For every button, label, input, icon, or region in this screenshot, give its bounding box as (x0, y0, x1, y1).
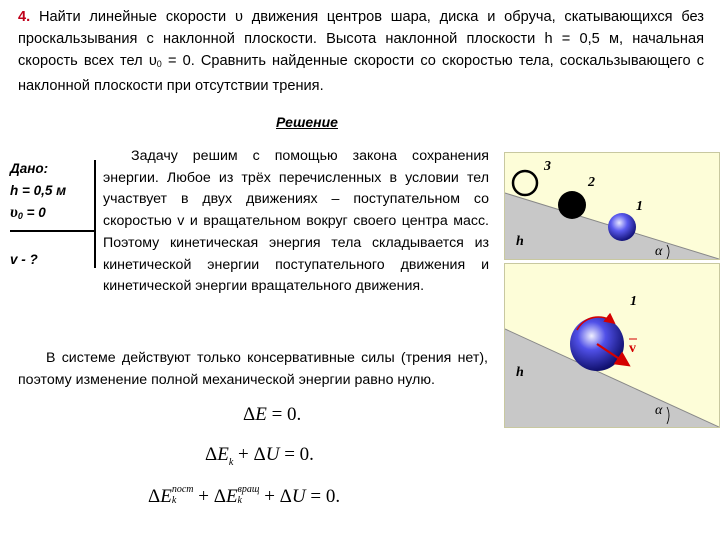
ball-icon (608, 213, 636, 241)
given-block (10, 158, 94, 271)
problem-text-1: Найти линейные скорости (30, 9, 235, 25)
problem-statement (18, 6, 704, 97)
equation-3 (148, 483, 341, 508)
problem-number: 4. (18, 9, 31, 25)
eq3-E2: E (225, 486, 238, 507)
equation-2 (205, 444, 314, 468)
eq3-sub1: k (171, 494, 177, 506)
equation-1 (243, 404, 301, 426)
eq3-E1: E (160, 486, 172, 507)
eq2-sub: k (228, 456, 234, 468)
given-v0-symbol: υ (10, 204, 18, 221)
given-v0-value: = 0 (22, 205, 46, 220)
eq3-U: U (291, 486, 306, 507)
given-divider-vertical (94, 160, 96, 268)
given-height: h = 0,5 м (10, 183, 67, 198)
v0-symbol: υ (148, 53, 157, 69)
eq2-U: U (265, 444, 280, 465)
eq3-plus2: + Δ (259, 486, 292, 507)
incline-figure-1 (505, 153, 719, 259)
label-ball: 1 (636, 199, 643, 214)
solution-paragraph-2 (18, 348, 488, 391)
problem-text-3: = 0. Сравнить найденные скорости со скоростью тела, соскальзывающего с наклонной плоскости при отсутствии трения. (18, 53, 704, 94)
eq2-E: E (217, 444, 229, 465)
figure-three-bodies (504, 152, 720, 260)
label-height-2: h (516, 365, 524, 380)
solution-paragraph-1 (103, 146, 489, 298)
given-v0-subscript: 0 (17, 211, 23, 221)
velocity-symbol: υ (234, 9, 243, 25)
eq2-delta: Δ (205, 444, 218, 465)
eq3-plus1: + Δ (193, 486, 226, 507)
eq2-rest: = 0. (279, 444, 314, 465)
eq3-rest: = 0. (305, 486, 341, 507)
eq3-sup1: пост (171, 483, 194, 495)
given-find: v - ? (10, 252, 38, 267)
given-divider-horizontal (10, 230, 96, 232)
incline-figure-2 (505, 264, 719, 427)
solution-heading: Решение (276, 114, 338, 130)
disk-icon (558, 191, 586, 219)
figure-ball-velocity (504, 263, 720, 428)
problem-text-2: движения центров шара, диска и обруча, скатывающихся без проскальзывания с наклонной плоскости. Высота наклонной плоскости h = 0,5 м, начальная скорость всех тел (18, 9, 705, 69)
paragraph-2-text: В системе действуют только консервативные силы (трения нет), поэтому изменение полной механической энергии равно нулю. (18, 350, 488, 388)
label-disk: 2 (588, 175, 595, 190)
eq3-sub2: k (237, 494, 242, 506)
label-ball-2: 1 (630, 294, 637, 309)
label-alpha-2: α (655, 403, 663, 418)
eq3-delta: Δ (148, 486, 161, 507)
label-alpha-1: α (655, 244, 663, 259)
eq1-E: E (255, 404, 267, 425)
given-title: Дано: (10, 161, 49, 176)
hoop-icon (513, 171, 537, 195)
eq3-sup2: вращ (237, 483, 260, 495)
paragraph-1-text: Задачу решим с помощью закона сохранения энергии. Любое из трёх перечисленных в условии тел участвует в двух движениях – поступательном со скоростью v и вращательном вокруг своего центра масс. Поэтому кинетическая энергия тела складывается из кинетической энергии поступательного движения и кинетической энергии вращательного движения. (103, 148, 489, 295)
eq2-plus: + Δ (233, 444, 266, 465)
label-height-1: h (516, 234, 524, 249)
eq1-delta: Δ (243, 404, 256, 425)
eq1-rest: = 0. (266, 404, 302, 425)
v0-subscript: 0 (156, 59, 162, 69)
label-velocity: v (629, 341, 636, 356)
label-hoop: 3 (544, 159, 551, 174)
given-initial-velocity (10, 202, 94, 227)
